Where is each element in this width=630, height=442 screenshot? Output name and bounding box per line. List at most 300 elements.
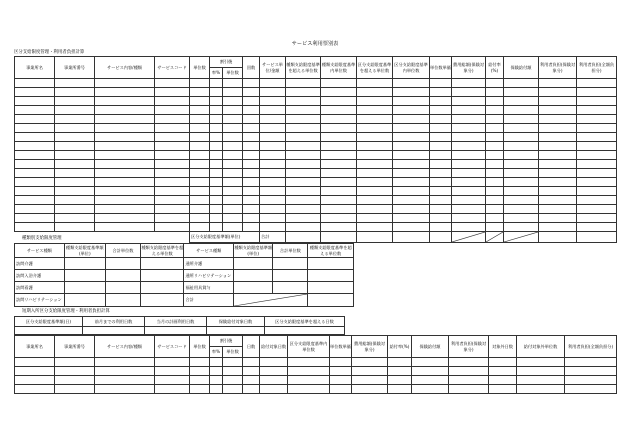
- table-cell: [321, 106, 357, 115]
- table-cell: [286, 97, 321, 106]
- table-cell: [286, 106, 321, 115]
- table-cell: [388, 358, 412, 367]
- table-cell: [430, 223, 452, 232]
- s3-sum-limit: 区分支給限度基準額(日): [15, 317, 83, 327]
- table-cell: [504, 133, 539, 142]
- table-cell: [190, 196, 210, 205]
- table-cell: [449, 358, 489, 367]
- table-cell: [210, 151, 223, 160]
- table-cell: [95, 88, 155, 97]
- table-cell: [286, 187, 321, 196]
- table-cell: [243, 160, 260, 169]
- table-cell: [210, 169, 223, 178]
- table-cell: [210, 385, 223, 394]
- table-cell: [430, 97, 452, 106]
- table-cell: [489, 376, 517, 385]
- table-cell: [286, 88, 321, 97]
- table-cell: [95, 106, 155, 115]
- total-label: 合計: [260, 232, 286, 243]
- table-cell: [190, 79, 210, 88]
- table-cell: [539, 151, 577, 160]
- table-cell: [393, 223, 430, 232]
- table-row: [15, 205, 617, 214]
- table-cell: [190, 88, 210, 97]
- table-cell: [321, 196, 357, 205]
- table-cell: [55, 142, 95, 151]
- table-cell: [357, 205, 393, 214]
- table-cell: [155, 124, 190, 133]
- table-cell: [55, 367, 95, 376]
- table-cell: [452, 178, 486, 187]
- table-cell: [321, 214, 357, 223]
- table-cell: [155, 367, 190, 376]
- table-cell: [223, 142, 243, 151]
- table-cell: [321, 79, 357, 88]
- hdr-office-name: 事業所名: [15, 57, 55, 79]
- s3-hdr-discount-units: 単位数: [223, 347, 243, 358]
- table-cell: [286, 178, 321, 187]
- s2-row-label: 通所介護: [184, 258, 234, 270]
- table-cell: [412, 367, 449, 376]
- table-cell: [55, 115, 95, 124]
- s2-row-label: 福祉用具貸与: [184, 282, 234, 294]
- table-cell: [95, 214, 155, 223]
- table-cell: [452, 133, 486, 142]
- table-cell: [577, 223, 617, 232]
- table-cell: [190, 223, 210, 232]
- table-cell: [155, 169, 190, 178]
- table-cell: [430, 124, 452, 133]
- table-cell: [55, 97, 95, 106]
- table-cell: [286, 196, 321, 205]
- table-cell: [155, 79, 190, 88]
- table-cell: [452, 97, 486, 106]
- table-row: [15, 178, 617, 187]
- table-cell: [393, 124, 430, 133]
- table-cell: [504, 178, 539, 187]
- table-cell: [286, 142, 321, 151]
- table-cell: [15, 214, 55, 223]
- table-cell: [321, 133, 357, 142]
- table-cell: [357, 169, 393, 178]
- table-cell: [190, 187, 210, 196]
- table-cell: [517, 367, 565, 376]
- table-cell: [190, 142, 210, 151]
- s3-hdr-discount: 割引後: [210, 336, 243, 347]
- table-cell: [155, 160, 190, 169]
- table-cell: [517, 376, 565, 385]
- table-cell: [243, 223, 260, 232]
- table-cell: [539, 214, 577, 223]
- table-cell: [577, 106, 617, 115]
- table-cell: [210, 178, 223, 187]
- table-cell: [223, 205, 243, 214]
- table-cell: [430, 160, 452, 169]
- s3-hdr-unit-count: 単位数: [190, 336, 210, 358]
- table-cell: [393, 79, 430, 88]
- table-cell: [330, 358, 352, 367]
- s2-hdr-excess-l: 種類支給限度基準を超える単位数: [141, 245, 184, 256]
- table-cell: [95, 196, 155, 205]
- table-cell: [15, 376, 55, 385]
- table-cell: [430, 133, 452, 142]
- table-cell: [539, 169, 577, 178]
- hdr-rate: 率%: [210, 68, 223, 79]
- table-cell: [95, 133, 155, 142]
- section3-summary: [14, 316, 345, 335]
- table-cell: [388, 385, 412, 394]
- table-row: [15, 169, 617, 178]
- table-cell: [243, 178, 260, 187]
- table-cell: [55, 79, 95, 88]
- s2-row-label: 訪問入浴介護: [15, 270, 65, 282]
- table-cell: [286, 160, 321, 169]
- table-row: [15, 97, 617, 106]
- table-cell: [565, 385, 617, 394]
- table-cell: [539, 97, 577, 106]
- table-cell: [565, 367, 617, 376]
- hdr-unit-count: 単位数: [190, 57, 210, 79]
- table-cell: [357, 214, 393, 223]
- table-cell: [223, 151, 243, 160]
- table-cell: [286, 133, 321, 142]
- table-cell: [388, 367, 412, 376]
- table-cell: [321, 97, 357, 106]
- table-cell: [539, 196, 577, 205]
- table-cell: [95, 367, 155, 376]
- table-cell: [321, 88, 357, 97]
- table-cell: [95, 205, 155, 214]
- table-row: [15, 88, 617, 97]
- table-cell: [260, 169, 286, 178]
- table-cell: [155, 376, 190, 385]
- s3-hdr-insurance-benefit: 保険給付額: [412, 336, 449, 358]
- table-cell: [55, 133, 95, 142]
- table-cell: [243, 376, 260, 385]
- table-cell: [155, 385, 190, 394]
- table-cell: [15, 169, 55, 178]
- table-cell: [577, 169, 617, 178]
- table-cell: [352, 385, 388, 394]
- table-cell: [486, 187, 504, 196]
- table-cell: [55, 187, 95, 196]
- table-cell: [430, 178, 452, 187]
- table-cell: [452, 142, 486, 151]
- table-cell: [430, 115, 452, 124]
- table-cell: [577, 88, 617, 97]
- s3-hdr-days: 日数: [243, 336, 260, 358]
- table-cell: [243, 196, 260, 205]
- table-cell: [357, 88, 393, 97]
- table-cell: [486, 79, 504, 88]
- s3-hdr-benefit-rate: 給付率(%): [388, 336, 412, 358]
- s3-hdr-office-no: 事業所番号: [55, 336, 95, 358]
- table-cell: [393, 196, 430, 205]
- s3-hdr-service-content: サービス内容/種類: [95, 336, 155, 358]
- page-title: サービス利用票別表: [291, 41, 339, 47]
- table-cell: [210, 367, 223, 376]
- table-cell: [223, 367, 243, 376]
- table-cell: [430, 169, 452, 178]
- table-cell: [539, 160, 577, 169]
- table-cell: [223, 169, 243, 178]
- table-cell: [155, 142, 190, 151]
- table-cell: [352, 358, 388, 367]
- table-cell: [155, 358, 190, 367]
- section2-table: [14, 243, 354, 307]
- table-cell: [210, 196, 223, 205]
- s3-hdr-excluded-days: 対象外日数: [489, 336, 517, 358]
- table-cell: [243, 367, 260, 376]
- table-cell: [243, 214, 260, 223]
- table-cell: [288, 367, 330, 376]
- table-cell: [393, 151, 430, 160]
- s2-hdr-limit-r: 種類支給限度基準額(単位): [234, 245, 273, 256]
- table-cell: [393, 169, 430, 178]
- table-cell: [55, 106, 95, 115]
- table-cell: [55, 160, 95, 169]
- table-cell: [430, 142, 452, 151]
- table-cell: [95, 358, 155, 367]
- table-cell: [286, 151, 321, 160]
- table-cell: [539, 178, 577, 187]
- s3-hdr-benefit-days: 給付対象日数: [260, 336, 288, 358]
- table-cell: [321, 223, 357, 232]
- table-cell: [352, 376, 388, 385]
- table-row: [15, 223, 617, 232]
- table-row: [15, 385, 617, 394]
- table-cell: [55, 385, 95, 394]
- table-cell: [155, 223, 190, 232]
- table-cell: [352, 367, 388, 376]
- table-cell: [95, 97, 155, 106]
- table-cell: [321, 160, 357, 169]
- table-cell: [357, 151, 393, 160]
- diag-cell: [486, 232, 504, 243]
- table-row: [15, 187, 617, 196]
- table-cell: [223, 124, 243, 133]
- table-cell: [243, 133, 260, 142]
- table-cell: [539, 223, 577, 232]
- table-row: [15, 142, 617, 151]
- table-cell: [504, 142, 539, 151]
- table-cell: [260, 178, 286, 187]
- hdr-type-within: 種類支給限度基準内単位数: [321, 57, 357, 79]
- table-cell: [357, 79, 393, 88]
- table-cell: [223, 385, 243, 394]
- s2-row-label: 訪問介護: [15, 258, 65, 270]
- table-cell: [452, 115, 486, 124]
- table-cell: [95, 223, 155, 232]
- s2-row-label: 通所リハビリテーション: [184, 270, 234, 282]
- table-cell: [357, 187, 393, 196]
- table-cell: [286, 205, 321, 214]
- table-cell: [55, 124, 95, 133]
- table-cell: [577, 151, 617, 160]
- section1-table: [14, 56, 617, 243]
- table-cell: [286, 79, 321, 88]
- s2-hdr-total-l: 合計単位数: [105, 244, 140, 258]
- table-row: [15, 124, 617, 133]
- table-cell: [504, 205, 539, 214]
- table-cell: [577, 205, 617, 214]
- table-cell: [223, 97, 243, 106]
- table-cell: [190, 376, 210, 385]
- table-cell: [577, 214, 617, 223]
- table-cell: [449, 385, 489, 394]
- table-cell: [517, 385, 565, 394]
- table-cell: [190, 97, 210, 106]
- table-cell: [15, 223, 55, 232]
- table-cell: [190, 169, 210, 178]
- table-cell: [15, 97, 55, 106]
- table-cell: [260, 97, 286, 106]
- table-cell: [15, 178, 55, 187]
- table-cell: [357, 142, 393, 151]
- table-cell: [430, 214, 452, 223]
- table-cell: [452, 169, 486, 178]
- table-cell: [504, 88, 539, 97]
- table-cell: [95, 124, 155, 133]
- section3-heading: 短期入所区分支給限度管理・利用者負担計算: [22, 309, 110, 314]
- table-cell: [95, 169, 155, 178]
- hdr-category-excess: 区分支給限度基準を超える単位数: [357, 57, 393, 79]
- table-cell: [260, 214, 286, 223]
- table-cell: [95, 115, 155, 124]
- table-cell: [452, 214, 486, 223]
- table-cell: [210, 115, 223, 124]
- table-cell: [288, 376, 330, 385]
- table-cell: [243, 97, 260, 106]
- table-cell: [55, 178, 95, 187]
- table-cell: [486, 124, 504, 133]
- table-cell: [260, 115, 286, 124]
- table-cell: [223, 187, 243, 196]
- table-row: [15, 115, 617, 124]
- s3-hdr-service-code: サービスコード: [155, 336, 190, 358]
- s3-hdr-rate: 率%: [210, 347, 223, 358]
- table-cell: [15, 151, 55, 160]
- s3-hdr-unit-price: 単位数単価: [330, 336, 352, 358]
- table-cell: [155, 214, 190, 223]
- table-cell: [190, 358, 210, 367]
- table-cell: [393, 205, 430, 214]
- table-cell: [223, 178, 243, 187]
- table-cell: [357, 223, 393, 232]
- table-cell: [223, 376, 243, 385]
- table-cell: [95, 142, 155, 151]
- table-cell: [95, 160, 155, 169]
- table-cell: [393, 178, 430, 187]
- table-cell: [504, 97, 539, 106]
- table-cell: [393, 97, 430, 106]
- table-row: [15, 151, 617, 160]
- s2-hdr-limit-l: 種類支給限度基準額(単位): [65, 245, 104, 256]
- hdr-service-content: サービス内容/種類: [95, 57, 155, 79]
- hdr-category-within: 区分支給限度基準内単位数: [393, 57, 430, 79]
- table-cell: [539, 133, 577, 142]
- section2-heading: 種類別支給限度管理: [22, 236, 62, 241]
- table-cell: [210, 97, 223, 106]
- table-cell: [260, 106, 286, 115]
- table-cell: [452, 196, 486, 205]
- table-cell: [243, 358, 260, 367]
- table-cell: [95, 187, 155, 196]
- table-cell: [393, 142, 430, 151]
- table-cell: [155, 151, 190, 160]
- table-cell: [565, 376, 617, 385]
- hdr-discount-units: 単位数: [223, 68, 243, 79]
- table-cell: [210, 79, 223, 88]
- table-cell: [357, 106, 393, 115]
- table-cell: [452, 151, 486, 160]
- table-cell: [15, 196, 55, 205]
- table-cell: [412, 385, 449, 394]
- table-cell: [489, 358, 517, 367]
- table-cell: [388, 376, 412, 385]
- s2-total-diagonal: [234, 294, 308, 307]
- table-cell: [430, 106, 452, 115]
- table-cell: [260, 151, 286, 160]
- table-cell: [223, 160, 243, 169]
- table-cell: [190, 124, 210, 133]
- table-cell: [321, 151, 357, 160]
- table-cell: [155, 187, 190, 196]
- s2-row-label: 訪問リハビリテーション: [15, 294, 65, 307]
- hdr-total-cost: 費用総額(保険対象分): [452, 57, 486, 79]
- limit-label: 区分支給限度基準額(単位): [190, 232, 260, 243]
- table-cell: [288, 385, 330, 394]
- table-cell: [430, 187, 452, 196]
- table-cell: [243, 187, 260, 196]
- table-cell: [55, 358, 95, 367]
- table-cell: [260, 124, 286, 133]
- table-cell: [539, 205, 577, 214]
- table-row: [15, 376, 617, 385]
- table-cell: [243, 88, 260, 97]
- table-cell: [577, 124, 617, 133]
- table-cell: [577, 160, 617, 169]
- table-cell: [15, 115, 55, 124]
- table-cell: [243, 385, 260, 394]
- table-cell: [452, 88, 486, 97]
- table-cell: [486, 178, 504, 187]
- table-cell: [393, 214, 430, 223]
- table-cell: [286, 169, 321, 178]
- table-cell: [321, 169, 357, 178]
- table-cell: [321, 205, 357, 214]
- table-cell: [95, 151, 155, 160]
- table-cell: [393, 160, 430, 169]
- diag-cell: [452, 232, 486, 243]
- table-cell: [452, 79, 486, 88]
- table-cell: [15, 385, 55, 394]
- s2-row-label: 合計: [184, 294, 234, 307]
- diag-cell: [504, 232, 539, 243]
- table-cell: [430, 79, 452, 88]
- table-cell: [55, 205, 95, 214]
- table-cell: [210, 205, 223, 214]
- table-cell: [223, 115, 243, 124]
- s3-hdr-user-burden-insured: 利用者負担(保険対象分): [449, 336, 489, 358]
- table-row: [15, 106, 617, 115]
- table-cell: [330, 385, 352, 394]
- table-cell: [243, 169, 260, 178]
- hdr-benefit-rate: 給付率(%): [486, 57, 504, 79]
- table-cell: [210, 160, 223, 169]
- s2-hdr-excess-r: 種類支給限度基準を超える単位数: [309, 245, 352, 256]
- table-cell: [539, 124, 577, 133]
